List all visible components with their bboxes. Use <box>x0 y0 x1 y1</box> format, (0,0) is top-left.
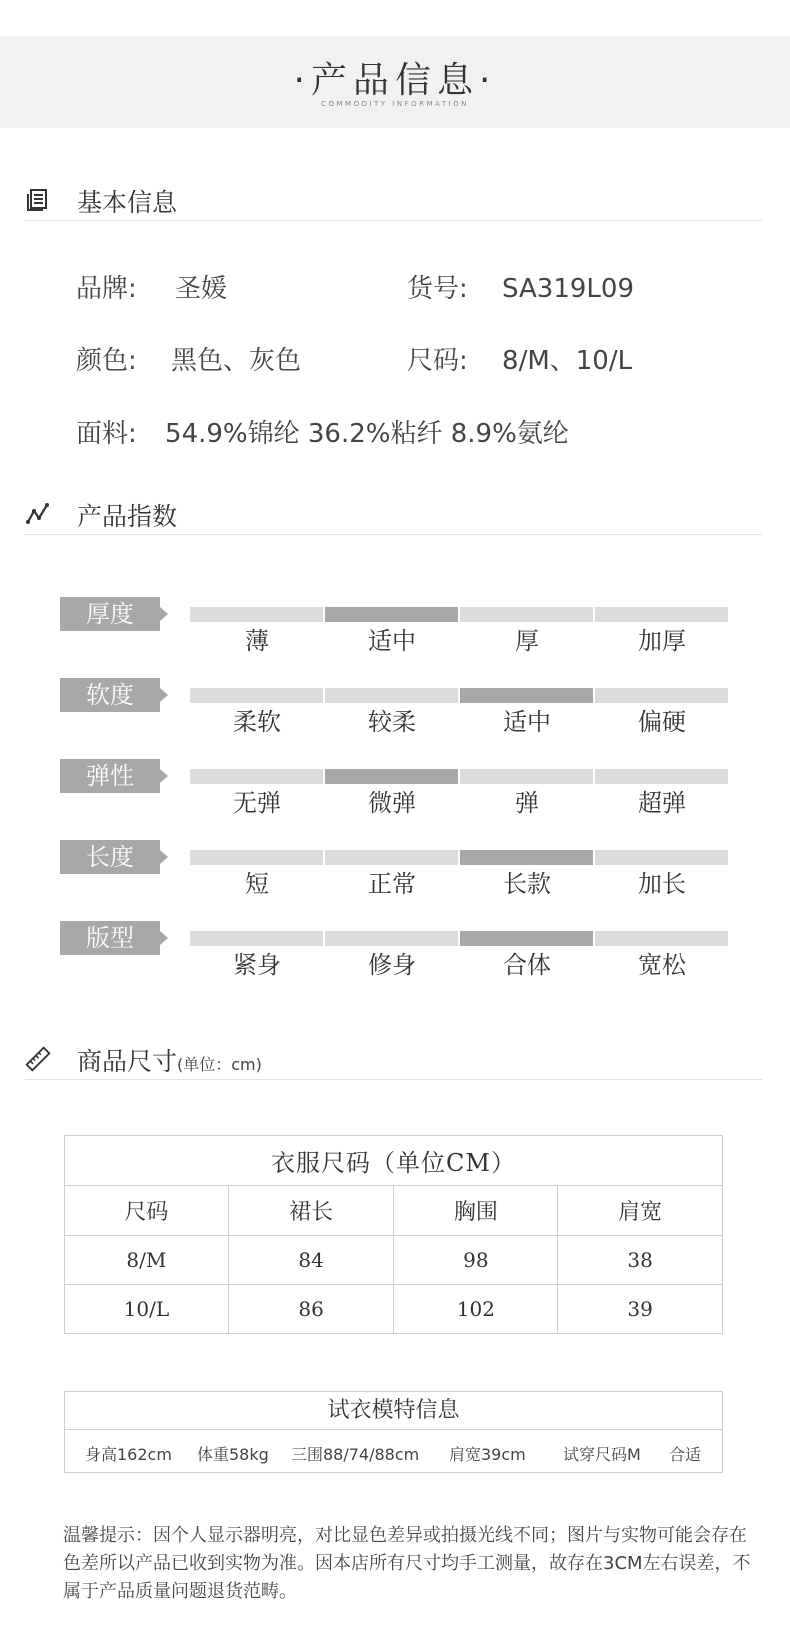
product-index-title: 产品指数 <box>77 502 178 531</box>
index-option-label: 微弹 <box>368 789 416 817</box>
index-tag: 长度 <box>60 840 160 874</box>
index-bar <box>595 688 728 703</box>
index-option-label: 厚 <box>515 627 539 655</box>
size-header <box>25 1040 762 1080</box>
index-option-label: 柔软 <box>233 708 281 736</box>
index-option-label: 无弹 <box>233 789 281 817</box>
size-heading: 商品尺寸 <box>77 1047 178 1076</box>
index-bar <box>595 931 728 946</box>
index-bar <box>595 607 728 622</box>
index-tag: 版型 <box>60 921 160 955</box>
table-cell: 39 <box>558 1285 723 1334</box>
basic-info-title: 基本信息 <box>77 188 178 217</box>
fabric-label: 面料: <box>76 419 137 449</box>
table-row <box>65 1285 723 1334</box>
size-field <box>407 340 632 377</box>
index-option-label: 宽松 <box>638 951 686 979</box>
index-bar-selected <box>325 607 458 622</box>
index-tag: 软度 <box>60 678 160 712</box>
tips-text: 温馨提示：因个人显示器明亮，对比显色差异或拍摄光线不同；图片与实物可能会存在色差所以产品已收到实物为准。因本店所有尺寸均手工测量，故存在3CM左右误差，不属于产品质量问题退货范畴。 <box>63 1525 751 1602</box>
sku-value: SA319L09 <box>502 274 634 304</box>
index-option-label: 适中 <box>368 627 416 655</box>
index-row <box>60 759 730 815</box>
model-info-title: 试衣模特信息 <box>65 1392 722 1430</box>
size-value: 8/M、10/L <box>502 346 633 376</box>
index-option-label: 加长 <box>638 870 686 898</box>
model-measurements: 三围88/74/88cm <box>291 1445 420 1464</box>
index-option-label: 正常 <box>368 870 416 898</box>
index-row <box>60 840 730 896</box>
index-option-label: 较柔 <box>368 708 416 736</box>
size-col-header: 胸围 <box>394 1186 558 1236</box>
color-field <box>76 340 301 377</box>
index-bar-selected <box>460 688 593 703</box>
product-index-header <box>25 495 762 535</box>
color-label: 颜色: <box>76 346 137 376</box>
index-option-label: 修身 <box>368 951 416 979</box>
index-bar <box>595 769 728 784</box>
index-row <box>60 921 730 977</box>
table-row <box>65 1236 723 1285</box>
model-height: 身高162cm <box>85 1445 172 1464</box>
index-bar <box>190 688 323 703</box>
size-col-header: 肩宽 <box>558 1186 723 1236</box>
index-option-label: 合体 <box>503 951 551 979</box>
size-table-title: 衣服尺码（单位CM） <box>65 1136 723 1186</box>
index-bar-selected <box>460 850 593 865</box>
sku-label: 货号: <box>407 274 468 304</box>
table-cell: 8/M <box>65 1236 229 1285</box>
index-option-label: 薄 <box>245 627 269 655</box>
index-bar <box>325 931 458 946</box>
size-col-header: 裙长 <box>228 1186 394 1236</box>
index-option-label: 超弹 <box>638 789 686 817</box>
model-weight: 体重58kg <box>197 1445 269 1464</box>
table-cell: 10/L <box>65 1285 229 1334</box>
index-option-label: 弹 <box>515 789 539 817</box>
index-row <box>60 597 730 653</box>
brand-value: 圣媛 <box>175 274 228 304</box>
table-cell: 84 <box>228 1236 394 1285</box>
info-banner <box>0 36 790 128</box>
color-value: 黑色、灰色 <box>171 346 302 376</box>
ruler-icon <box>25 1046 51 1072</box>
trend-line-icon <box>25 501 51 527</box>
index-option-label: 适中 <box>503 708 551 736</box>
size-table <box>64 1135 723 1334</box>
banner-title: ·产品信息· <box>293 60 497 101</box>
brand-label: 品牌: <box>76 274 137 304</box>
index-bar <box>190 769 323 784</box>
index-option-label: 偏硬 <box>638 708 686 736</box>
index-option-label: 长款 <box>503 870 551 898</box>
table-cell: 38 <box>558 1236 723 1285</box>
index-bar <box>595 850 728 865</box>
model-try-size: 试穿尺码M <box>563 1445 641 1464</box>
model-fit: 合适 <box>669 1445 702 1464</box>
table-cell: 86 <box>228 1285 394 1334</box>
index-option-label: 紧身 <box>233 951 281 979</box>
basic-info-header <box>25 181 762 221</box>
table-cell: 102 <box>394 1285 558 1334</box>
size-label: 尺码: <box>407 346 468 376</box>
fabric-value: 54.9%锦纶 36.2%粘纤 8.9%氨纶 <box>165 419 569 449</box>
index-bar <box>190 850 323 865</box>
model-info-box <box>64 1391 723 1473</box>
index-bar <box>190 607 323 622</box>
size-col-header: 尺码 <box>65 1186 229 1236</box>
index-bar-selected <box>325 769 458 784</box>
index-option-label: 加厚 <box>638 627 686 655</box>
size-title <box>77 1042 262 1078</box>
brand-field <box>76 268 227 305</box>
index-bar <box>325 850 458 865</box>
document-icon <box>25 187 51 213</box>
index-bar <box>460 607 593 622</box>
size-table-header <box>65 1186 723 1236</box>
fabric-field <box>76 413 569 450</box>
index-tag: 厚度 <box>60 597 160 631</box>
model-info-items <box>65 1430 722 1473</box>
index-bar-selected <box>460 931 593 946</box>
index-bar <box>325 688 458 703</box>
banner-subtitle: COMMODITY INFORMATION <box>321 100 469 108</box>
index-bar <box>460 769 593 784</box>
index-tag: 弹性 <box>60 759 160 793</box>
model-shoulder: 肩宽39cm <box>449 1445 526 1464</box>
size-unit: (单位：cm) <box>177 1055 262 1074</box>
index-option-label: 短 <box>245 870 269 898</box>
index-bar <box>190 931 323 946</box>
index-row <box>60 678 730 734</box>
sku-field <box>407 268 634 305</box>
table-cell: 98 <box>394 1236 558 1285</box>
